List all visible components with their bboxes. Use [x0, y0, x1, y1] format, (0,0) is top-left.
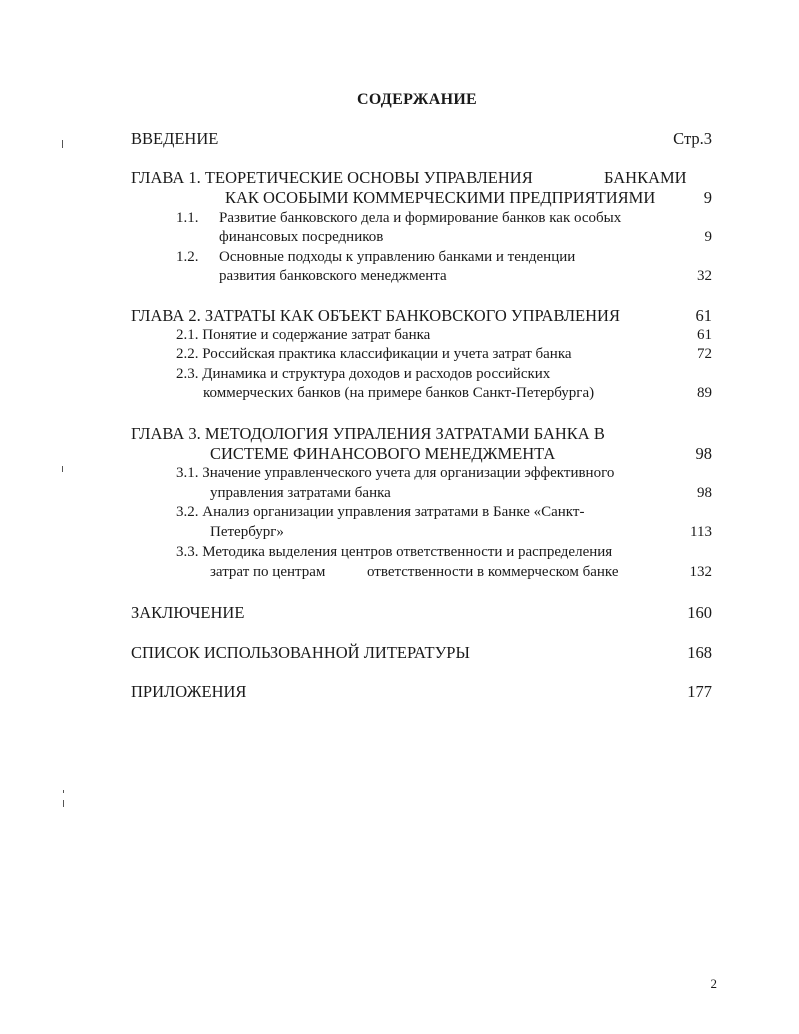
toc-section-3-1-line1[interactable]: 3.1. Значение управленческого учета для организации эффективного [176, 465, 615, 481]
page-number: 2 [710, 976, 717, 991]
toc-section-1-1-number: 1.1. [176, 210, 199, 226]
toc-chapter1-title-line2[interactable]: КАК ОСОБЫМИ КОММЕРЧЕСКИМИ ПРЕДПРИЯТИЯМИ [225, 188, 656, 207]
toc-appendix-label[interactable]: ПРИЛОЖЕНИЯ [131, 682, 247, 701]
toc-chapter1-title-line1-end[interactable]: БАНКАМИ [604, 168, 687, 187]
toc-section-2-3-page: 89 [697, 385, 712, 401]
toc-section-3-3-line2-end[interactable]: ответственности в коммерческом банке [367, 564, 619, 580]
toc-intro-page: Стр.3 [673, 129, 712, 148]
toc-section-3-3-line2-start[interactable]: затрат по центрам [210, 564, 326, 580]
toc-section-1-1-page: 9 [704, 229, 712, 245]
toc-section-2-3-line1[interactable]: 2.3. Динамика и структура доходов и расходов российских [176, 366, 551, 382]
scan-speck [62, 140, 63, 148]
toc-section-1-2-line1[interactable]: Основные подходы к управлению банками и тенденции [219, 249, 576, 265]
toc-section-3-1-line2[interactable]: управления затратами банка [210, 485, 391, 501]
toc-section-1-1-line1[interactable]: Развитие банковского дела и формирование банков как особых [219, 210, 622, 226]
toc-section-1-2-line2[interactable]: развития банковского менеджмента [219, 268, 447, 284]
toc-chapter2-title[interactable]: ГЛАВА 2. ЗАТРАТЫ КАК ОБЪЕКТ БАНКОВСКОГО УПРАВЛЕНИЯ [131, 306, 620, 325]
toc-section-3-2-line2[interactable]: Петербург» [210, 524, 284, 540]
toc-section-1-1-line2[interactable]: финансовых посредников [219, 229, 384, 245]
toc-section-3-2-page: 113 [690, 524, 712, 540]
toc-section-2-1-page: 61 [697, 327, 712, 343]
toc-conclusion-label[interactable]: ЗАКЛЮЧЕНИЕ [131, 603, 245, 622]
toc-appendix-page: 177 [687, 682, 712, 701]
scan-speck [62, 466, 63, 472]
toc-section-3-2-line1[interactable]: 3.2. Анализ организации управления затратами в Банке «Санкт- [176, 504, 585, 520]
toc-chapter3-title-line2[interactable]: СИСТЕМЕ ФИНАНСОВОГО МЕНЕДЖМЕНТА [210, 444, 556, 463]
toc-section-1-2-page: 32 [697, 268, 712, 284]
toc-section-2-2[interactable]: 2.2. Российская практика классификации и учета затрат банка [176, 346, 572, 362]
toc-section-1-2-number: 1.2. [176, 249, 199, 265]
toc-intro-label[interactable]: ВВЕДЕНИЕ [131, 129, 219, 148]
toc-chapter2-page: 61 [695, 306, 712, 325]
toc-references-label[interactable]: СПИСОК ИСПОЛЬЗОВАННОЙ ЛИТЕРАТУРЫ [131, 643, 470, 662]
scan-speck [63, 790, 64, 793]
toc-section-2-3-line2[interactable]: коммерческих банков (на примере банков Санкт-Петербурга) [203, 385, 595, 401]
toc-section-3-3-page: 132 [689, 564, 712, 580]
toc-chapter1-title-line1[interactable]: ГЛАВА 1. ТЕОРЕТИЧЕСКИЕ ОСНОВЫ УПРАВЛЕНИЯ [131, 168, 533, 187]
toc-conclusion-page: 160 [687, 603, 712, 622]
toc-section-2-2-page: 72 [697, 346, 712, 362]
toc-chapter1-page: 9 [703, 188, 712, 207]
toc-section-2-1[interactable]: 2.1. Понятие и содержание затрат банка [176, 327, 431, 343]
toc-references-page: 168 [687, 643, 712, 662]
toc-section-3-3-line1[interactable]: 3.3. Методика выделения центров ответственности и распределения [176, 544, 613, 560]
scan-speck [63, 800, 64, 807]
toc-chapter3-page: 98 [695, 444, 712, 463]
toc-chapter3-title-line1[interactable]: ГЛАВА 3. МЕТОДОЛОГИЯ УПРАЛЕНИЯ ЗАТРАТАМИ БАНКА В [131, 424, 605, 443]
toc-section-3-1-page: 98 [697, 485, 712, 501]
page-title: СОДЕРЖАНИЕ [357, 91, 478, 108]
